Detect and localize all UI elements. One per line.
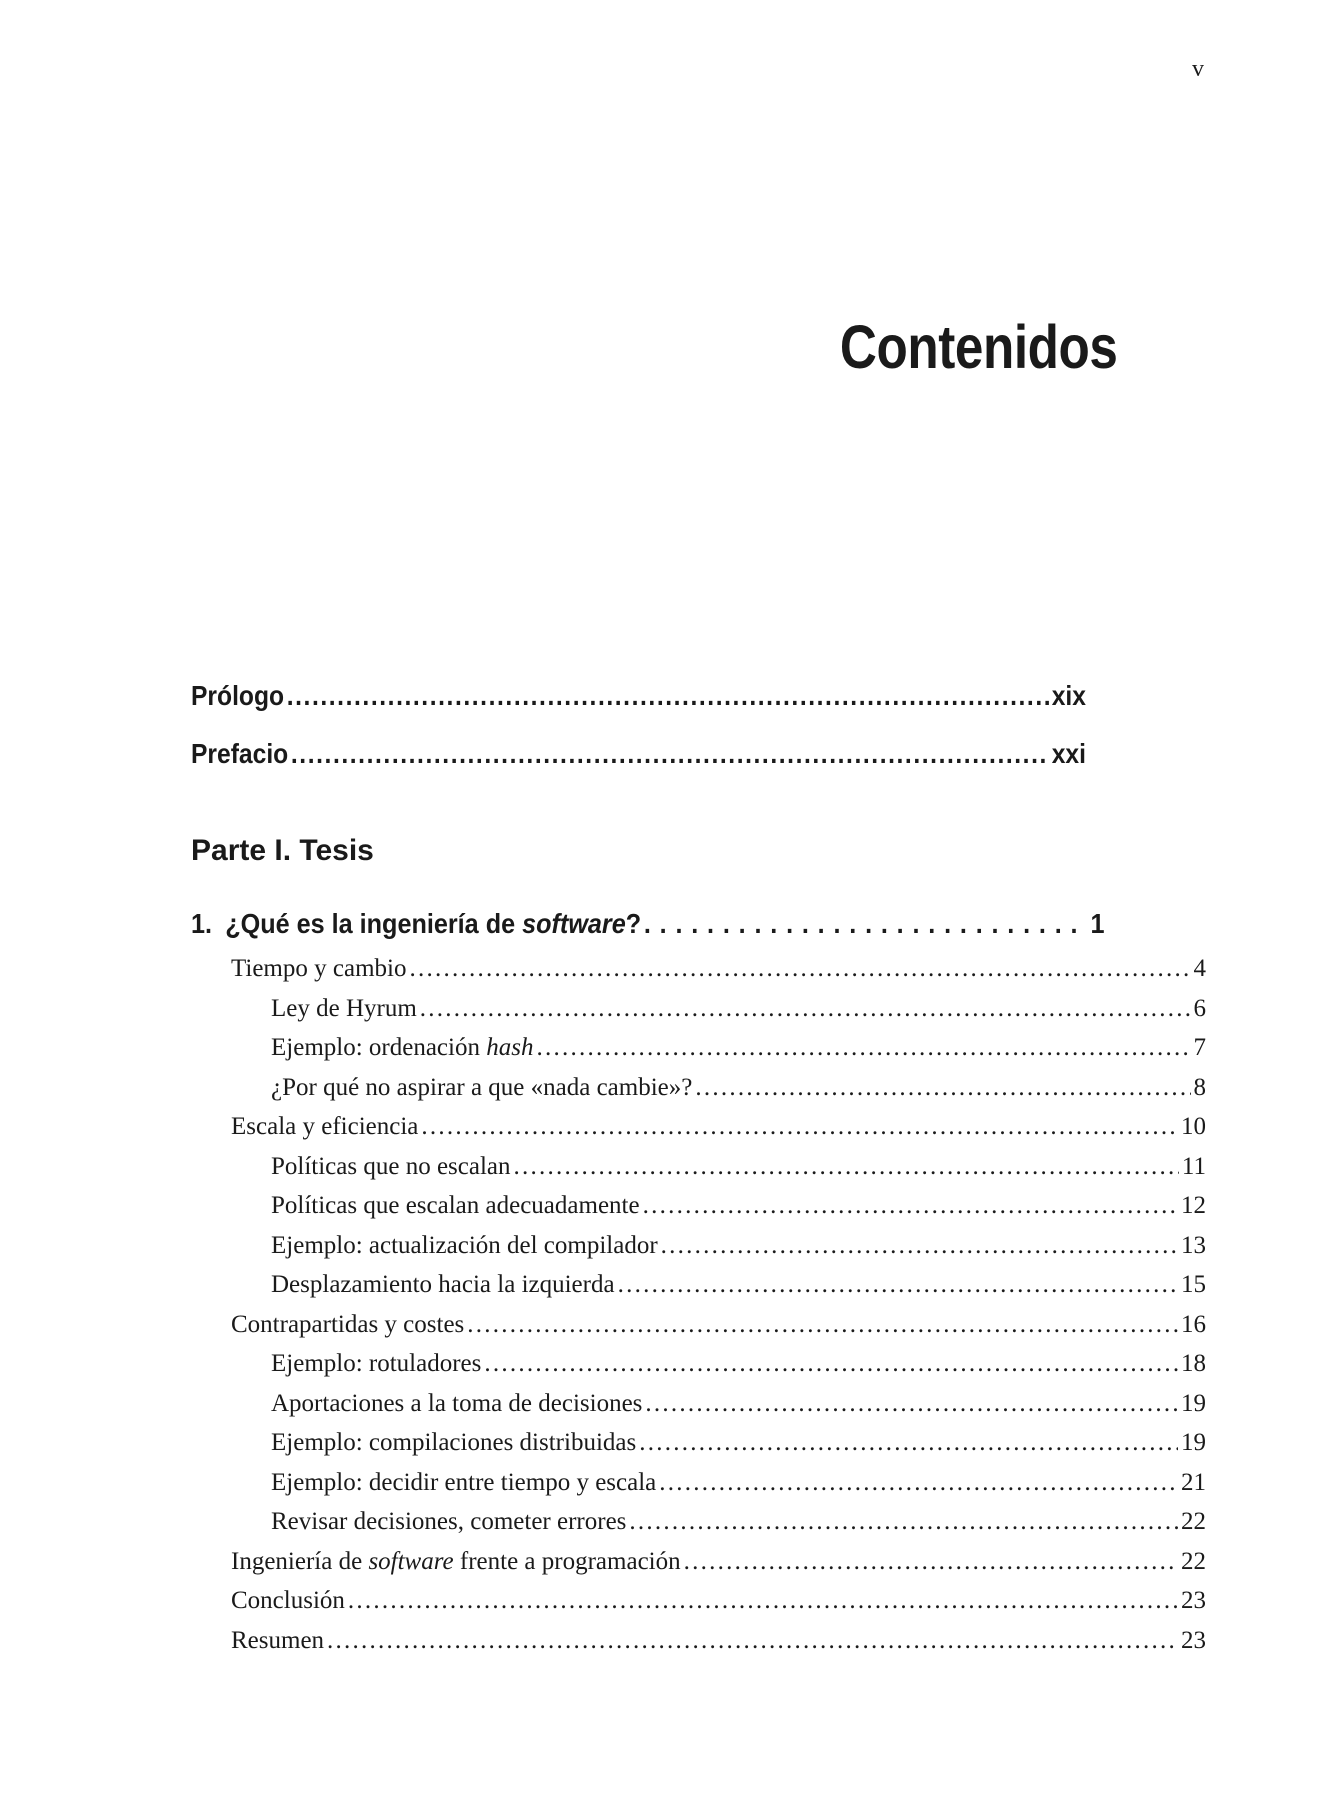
toc-entry-label: Ley de Hyrum xyxy=(271,994,417,1022)
toc-entry-page: 8 xyxy=(1193,1073,1206,1101)
toc-leader xyxy=(287,680,1049,712)
toc-entry[interactable] xyxy=(271,1034,1206,1062)
toc-entry[interactable] xyxy=(271,1271,1206,1299)
toc-entry-label: Ingeniería de software frente a programación xyxy=(231,1547,681,1575)
toc-entry-page: 10 xyxy=(1181,1113,1206,1140)
toc-entry-page: 6 xyxy=(1193,994,1206,1022)
toc-entry-page: 7 xyxy=(1193,1034,1206,1061)
toc-entry-page: 23 xyxy=(1181,1587,1206,1614)
toc-leader xyxy=(695,1074,1190,1102)
toc-entry-page: xix xyxy=(1051,680,1086,711)
toc-entry[interactable] xyxy=(231,1548,1206,1576)
toc-leader xyxy=(629,1508,1178,1536)
toc-leader xyxy=(643,1192,1178,1220)
toc-entry[interactable] xyxy=(271,1429,1206,1457)
toc-leader xyxy=(291,738,1049,770)
toc-entry[interactable] xyxy=(231,1627,1206,1655)
toc-entry-label: Aportaciones a la toma de decisiones xyxy=(271,1389,643,1417)
part-heading: Parte I. Tesis xyxy=(191,834,374,867)
toc-entry[interactable] xyxy=(271,995,1206,1023)
toc-leader xyxy=(514,1153,1179,1181)
chapter-number: 1. xyxy=(191,908,213,939)
toc-entry-label: Tiempo y cambio xyxy=(231,955,407,982)
toc-entry-page: 18 xyxy=(1181,1350,1206,1377)
toc-entry[interactable] xyxy=(271,1153,1206,1181)
toc-leader xyxy=(618,1271,1178,1299)
toc-entry-prologo[interactable] xyxy=(191,680,1086,712)
toc-entry-label: Prefacio xyxy=(191,738,289,769)
toc-leader xyxy=(420,995,1191,1023)
toc-entry[interactable] xyxy=(271,1390,1206,1418)
toc-leader xyxy=(484,1350,1178,1378)
toc-entry-prefacio[interactable] xyxy=(191,738,1086,770)
toc-leader xyxy=(639,1429,1178,1457)
toc-leader xyxy=(661,1232,1178,1260)
toc-entry-label: Ejemplo: decidir entre tiempo y escala xyxy=(271,1468,657,1496)
toc-entry-page: 22 xyxy=(1181,1547,1206,1575)
toc-leader xyxy=(659,1469,1178,1497)
toc-entry-label: Conclusión xyxy=(231,1587,345,1614)
chapter-page: 1 xyxy=(1090,908,1105,939)
toc-entry[interactable] xyxy=(271,1469,1206,1497)
toc-leader xyxy=(421,1113,1178,1141)
toc-entry-page: xxi xyxy=(1051,738,1086,769)
page-number: v xyxy=(1192,56,1204,82)
toc-entry-page: 4 xyxy=(1193,955,1206,982)
toc-entry-label: Políticas que no escalan xyxy=(271,1152,511,1180)
toc-entry[interactable] xyxy=(231,1311,1206,1339)
toc-entry-page: 23 xyxy=(1181,1626,1206,1654)
toc-entry-label: Escala y eficiencia xyxy=(231,1113,419,1140)
toc-leader xyxy=(409,955,1190,983)
toc-entry-label: Políticas que escalan adecuadamente xyxy=(271,1192,640,1219)
toc-entry-page: 19 xyxy=(1181,1429,1206,1456)
page-title: Contenidos xyxy=(839,313,1117,381)
toc-leader xyxy=(348,1587,1178,1615)
toc-entry-label: Prólogo xyxy=(191,680,285,711)
toc-entry[interactable] xyxy=(231,955,1206,983)
toc-entry-page: 12 xyxy=(1181,1192,1206,1219)
toc-entry-label: Ejemplo: actualización del compilador xyxy=(271,1231,658,1259)
toc-entry[interactable] xyxy=(271,1192,1206,1220)
toc-chapter-1[interactable] xyxy=(191,908,1105,940)
toc-entry-page: 15 xyxy=(1181,1271,1206,1298)
toc-leader xyxy=(644,908,1088,940)
toc-entry-page: 21 xyxy=(1181,1468,1206,1496)
chapter-title: ¿Qué es la ingeniería de software? xyxy=(225,908,642,939)
toc-leader xyxy=(467,1311,1178,1339)
toc-entry-page: 19 xyxy=(1181,1389,1206,1417)
toc-entry-label: Ejemplo: rotuladores xyxy=(271,1350,482,1377)
toc-entry-label: Revisar decisiones, cometer errores xyxy=(271,1508,627,1535)
toc-entry[interactable] xyxy=(231,1113,1206,1141)
toc-entry[interactable] xyxy=(271,1074,1206,1102)
toc-entry-page: 11 xyxy=(1181,1152,1206,1180)
toc-entry[interactable] xyxy=(271,1350,1206,1378)
toc-entry-label: Ejemplo: compilaciones distribuidas xyxy=(271,1429,637,1456)
toc-entry-page: 16 xyxy=(1181,1310,1206,1338)
toc-leader xyxy=(645,1390,1178,1418)
toc-entry-page: 22 xyxy=(1181,1508,1206,1535)
toc-leader xyxy=(684,1548,1178,1576)
toc-entry[interactable] xyxy=(271,1508,1206,1536)
toc-entry-label: Contrapartidas y costes xyxy=(231,1310,465,1338)
toc-entry-label: Ejemplo: ordenación hash xyxy=(271,1034,534,1061)
toc-entry-label: ¿Por qué no aspirar a que «nada cambie»? xyxy=(271,1073,693,1101)
toc-leader xyxy=(327,1627,1178,1655)
toc-entry-label: Resumen xyxy=(231,1626,325,1654)
toc-entry-label: Desplazamiento hacia la izquierda xyxy=(271,1271,615,1298)
toc-entry[interactable] xyxy=(231,1587,1206,1615)
toc-entry[interactable] xyxy=(271,1232,1206,1260)
toc-entry-page: 13 xyxy=(1181,1231,1206,1259)
toc-leader xyxy=(536,1034,1190,1062)
